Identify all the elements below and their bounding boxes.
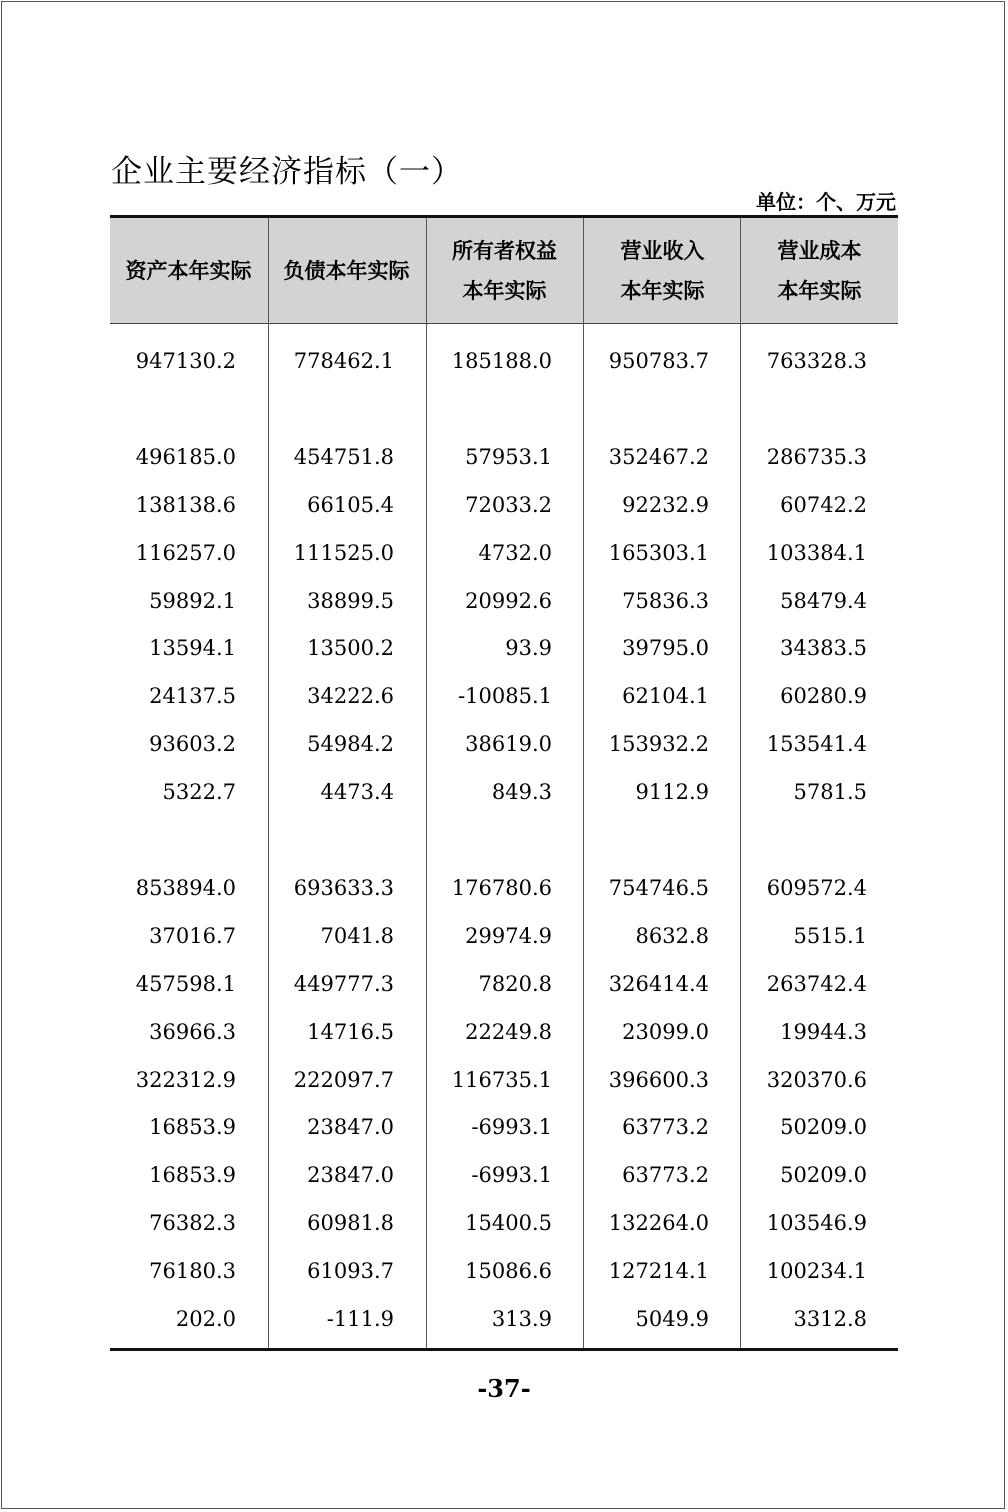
header-equity-line2: 本年实际 xyxy=(462,278,547,303)
table-cell: 454751.8 xyxy=(293,445,394,469)
header-assets-label: 资产本年实际 xyxy=(125,258,252,283)
table-cell: 58479.4 xyxy=(780,589,867,613)
table-row xyxy=(110,1017,898,1047)
table-cell: 75836.3 xyxy=(622,589,709,613)
table-cell: 185188.0 xyxy=(451,349,552,373)
table-cell: 138138.6 xyxy=(135,493,236,517)
table-cell: 7820.8 xyxy=(478,972,552,996)
table-row xyxy=(110,729,898,759)
table-cell: 5515.1 xyxy=(793,924,867,948)
table-cell: 76180.3 xyxy=(149,1259,236,1283)
table-cell: 763328.3 xyxy=(766,349,867,373)
table-cell: 202.0 xyxy=(175,1307,236,1331)
table-cell: 127214.1 xyxy=(608,1259,709,1283)
table-cell: 93603.2 xyxy=(149,732,236,756)
table-cell: 176780.6 xyxy=(451,876,552,900)
table-cell: 16853.9 xyxy=(149,1163,236,1187)
table-cell: 93.9 xyxy=(505,636,552,660)
table-cell: 116735.1 xyxy=(451,1068,552,1092)
table-cell: 754746.5 xyxy=(608,876,709,900)
table-cell: -111.9 xyxy=(326,1307,394,1331)
page-title: 企业主要经济指标（一） xyxy=(111,154,463,190)
header-liabilities-label: 负债本年实际 xyxy=(283,258,410,283)
table-cell: 63773.2 xyxy=(622,1163,709,1187)
table-cell: 153932.2 xyxy=(608,732,709,756)
table-cell: 4732.0 xyxy=(478,541,552,565)
table-cell: 66105.4 xyxy=(307,493,394,517)
table-cell: 23847.0 xyxy=(307,1115,394,1139)
table-cell: 222097.7 xyxy=(293,1068,394,1092)
table-cell: 16853.9 xyxy=(149,1115,236,1139)
header-revenue-line2: 本年实际 xyxy=(620,278,705,303)
table-header xyxy=(110,218,898,324)
table-row xyxy=(110,538,898,568)
table-row xyxy=(110,346,898,376)
unit-label: 单位：个、万元 xyxy=(756,190,896,214)
table-cell: 24137.5 xyxy=(149,684,236,708)
table-cell: 103546.9 xyxy=(766,1211,867,1235)
table-cell: 116257.0 xyxy=(135,541,236,565)
table-cell: 13500.2 xyxy=(307,636,394,660)
table-cell: 9112.9 xyxy=(635,780,709,804)
table-row xyxy=(110,777,898,807)
table-cell: 8632.8 xyxy=(635,924,709,948)
table-cell: 7041.8 xyxy=(320,924,394,948)
table-cell: 950783.7 xyxy=(608,349,709,373)
table-row xyxy=(110,969,898,999)
table-cell: 849.3 xyxy=(491,780,552,804)
table-row xyxy=(110,681,898,711)
table-cell: 396600.3 xyxy=(608,1068,709,1092)
table-cell: 60981.8 xyxy=(307,1211,394,1235)
table-cell: 853894.0 xyxy=(135,876,236,900)
table-cell: 111525.0 xyxy=(293,541,394,565)
table-row xyxy=(110,921,898,951)
table-cell: 352467.2 xyxy=(608,445,709,469)
table-cell: 165303.1 xyxy=(608,541,709,565)
page-number: -37- xyxy=(477,1374,531,1403)
table-cell: 20992.6 xyxy=(465,589,552,613)
table-row xyxy=(110,1208,898,1238)
table-cell: 54984.2 xyxy=(307,732,394,756)
table-cell: 3312.8 xyxy=(793,1307,867,1331)
table-cell: 322312.9 xyxy=(135,1068,236,1092)
table-cell: 4473.4 xyxy=(320,780,394,804)
table-cell: -6993.1 xyxy=(471,1115,552,1139)
table-cell: 72033.2 xyxy=(465,493,552,517)
table-cell: 19944.3 xyxy=(780,1020,867,1044)
table-cell: 5049.9 xyxy=(635,1307,709,1331)
table-cell: 59892.1 xyxy=(149,589,236,613)
table-row xyxy=(110,1304,898,1334)
table-row xyxy=(110,490,898,520)
table-cell: 63773.2 xyxy=(622,1115,709,1139)
table-cell: 320370.6 xyxy=(766,1068,867,1092)
table-cell: 100234.1 xyxy=(766,1259,867,1283)
table-cell: 34383.5 xyxy=(780,636,867,660)
table-row xyxy=(110,586,898,616)
table-row xyxy=(110,442,898,472)
table-row xyxy=(110,1112,898,1142)
table-cell: 50209.0 xyxy=(780,1115,867,1139)
header-liabilities xyxy=(268,218,425,323)
header-cost-line1: 营业成本 xyxy=(777,238,862,263)
table-cell: 153541.4 xyxy=(766,732,867,756)
header-equity-line1: 所有者权益 xyxy=(452,238,557,263)
table-cell: 286735.3 xyxy=(766,445,867,469)
table-cell: 23099.0 xyxy=(622,1020,709,1044)
table-cell: 15086.6 xyxy=(465,1259,552,1283)
table-cell: 76382.3 xyxy=(149,1211,236,1235)
table-cell: 778462.1 xyxy=(293,349,394,373)
table-cell: 23847.0 xyxy=(307,1163,394,1187)
header-revenue-line1: 营业收入 xyxy=(620,238,705,263)
table-row xyxy=(110,1160,898,1190)
table-cell: 609572.4 xyxy=(766,876,867,900)
table-cell: 62104.1 xyxy=(622,684,709,708)
table-cell: 50209.0 xyxy=(780,1163,867,1187)
table-row xyxy=(110,1256,898,1286)
table-cell: -10085.1 xyxy=(458,684,552,708)
table-cell: -6993.1 xyxy=(471,1163,552,1187)
table-cell: 14716.5 xyxy=(307,1020,394,1044)
table-row xyxy=(110,1065,898,1095)
table-row xyxy=(110,873,898,903)
table-cell: 57953.1 xyxy=(465,445,552,469)
table-cell: 13594.1 xyxy=(149,636,236,660)
table-cell: 34222.6 xyxy=(307,684,394,708)
header-assets xyxy=(110,218,267,323)
header-cost xyxy=(741,218,898,323)
table-cell: 22249.8 xyxy=(465,1020,552,1044)
table-cell: 5781.5 xyxy=(793,780,867,804)
table-cell: 39795.0 xyxy=(622,636,709,660)
table-row xyxy=(110,633,898,663)
table-cell: 29974.9 xyxy=(465,924,552,948)
table-cell: 61093.7 xyxy=(307,1259,394,1283)
table-cell: 15400.5 xyxy=(465,1211,552,1235)
table-cell: 36966.3 xyxy=(149,1020,236,1044)
table-bottom-rule xyxy=(110,1348,898,1351)
header-cost-line2: 本年实际 xyxy=(777,278,862,303)
table-cell: 326414.4 xyxy=(608,972,709,996)
table-cell: 103384.1 xyxy=(766,541,867,565)
table-cell: 5322.7 xyxy=(162,780,236,804)
table-cell: 38899.5 xyxy=(307,589,394,613)
table-cell: 449777.3 xyxy=(293,972,394,996)
table-cell: 693633.3 xyxy=(293,876,394,900)
table-cell: 947130.2 xyxy=(135,349,236,373)
table-cell: 38619.0 xyxy=(465,732,552,756)
table-cell: 60280.9 xyxy=(780,684,867,708)
header-equity xyxy=(426,218,583,323)
table-cell: 496185.0 xyxy=(135,445,236,469)
table-cell: 37016.7 xyxy=(149,924,236,948)
table-cell: 60742.2 xyxy=(780,493,867,517)
table-cell: 313.9 xyxy=(491,1307,552,1331)
table-cell: 132264.0 xyxy=(608,1211,709,1235)
table-cell: 92232.9 xyxy=(622,493,709,517)
table-cell: 457598.1 xyxy=(135,972,236,996)
header-revenue xyxy=(584,218,741,323)
table-cell: 263742.4 xyxy=(766,972,867,996)
